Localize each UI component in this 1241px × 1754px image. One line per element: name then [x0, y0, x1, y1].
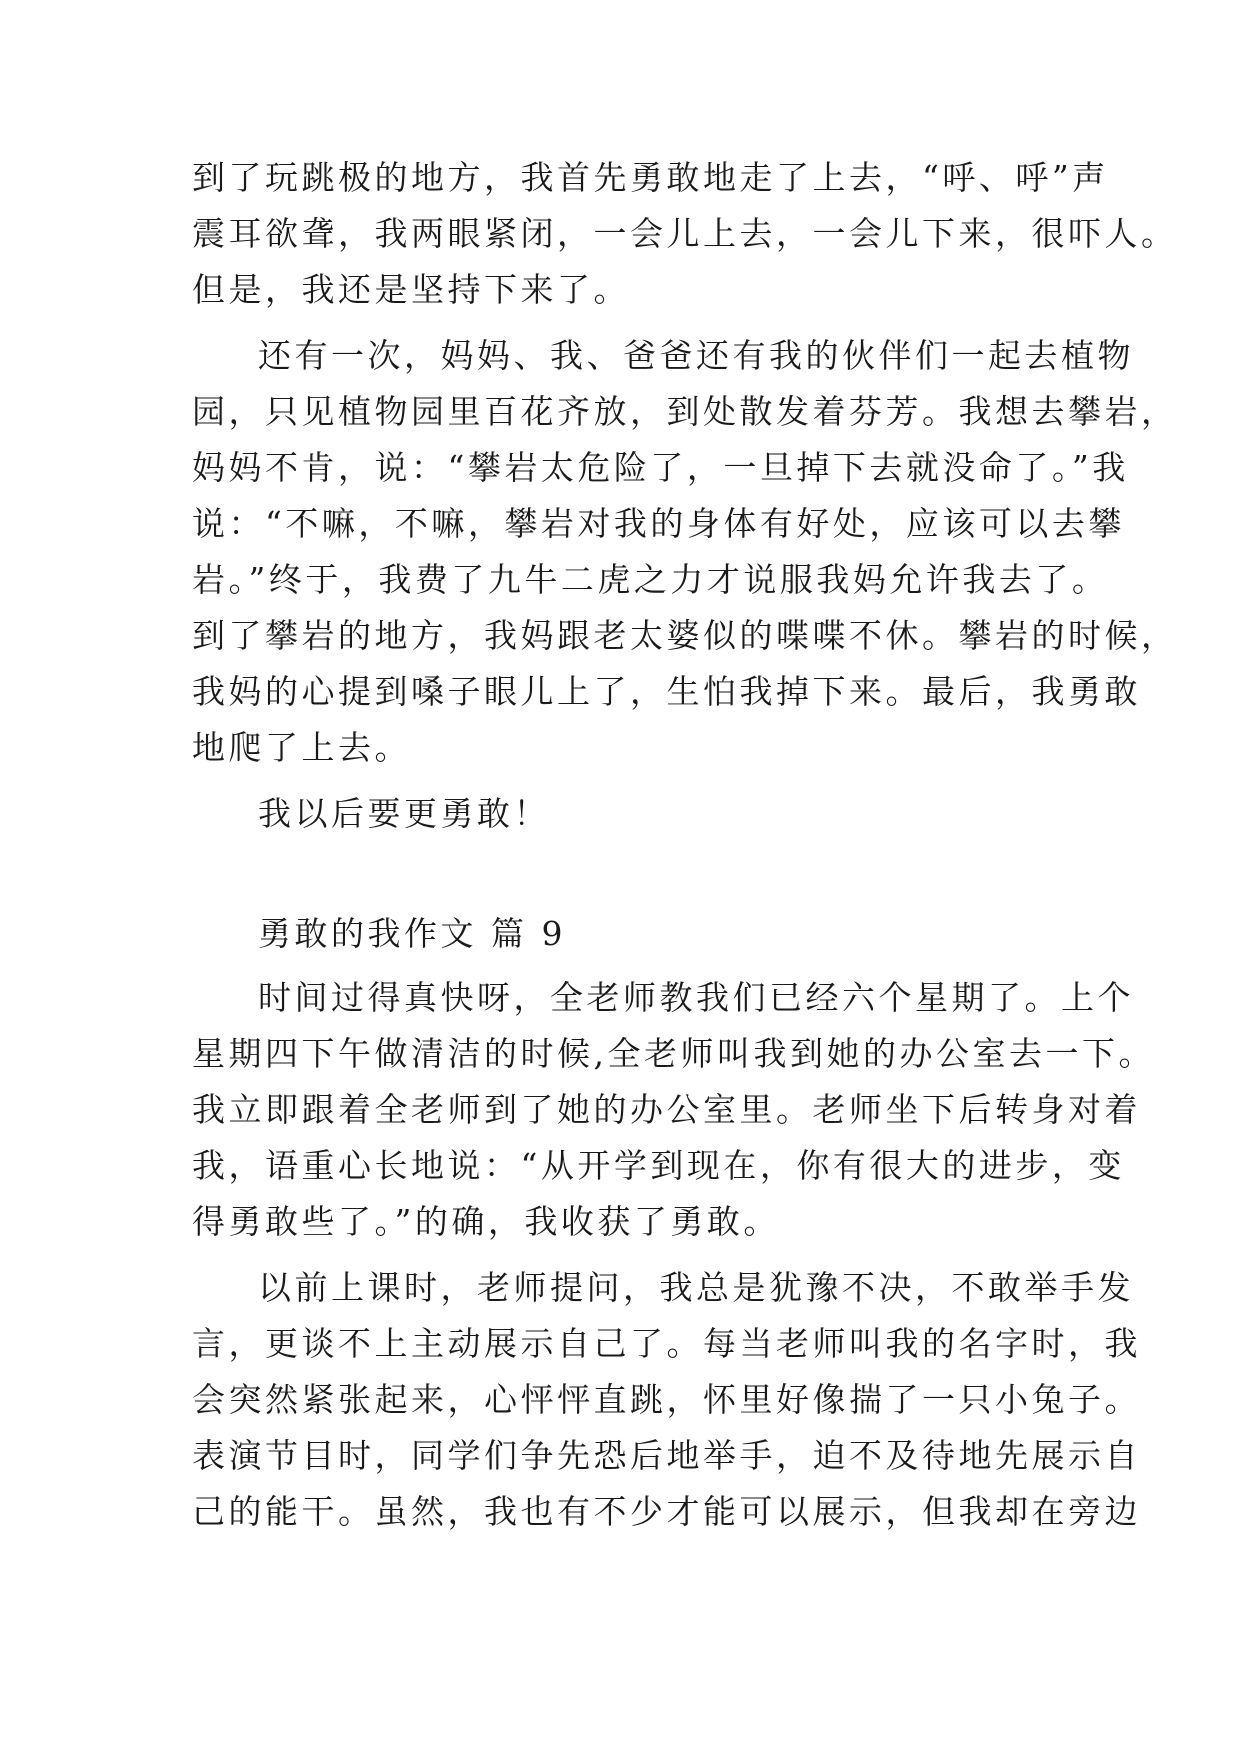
- text-line: 妈妈不肯，说：“攀岩太危险了，一旦掉下去就没命了。”我: [192, 448, 1129, 487]
- text-line: 我妈的心提到嗓子眼儿上了，生怕我掉下来。最后，我勇敢: [192, 672, 1141, 711]
- text-line: 以前上课时，老师提问，我总是犹豫不决，不敢举手发: [258, 1268, 1134, 1307]
- text-line: 震耳欲聋，我两眼紧闭，一会儿上去，一会儿下来，很吓人。: [192, 214, 1178, 253]
- text-line: 得勇敢些了。”的确，我收获了勇敢。: [192, 1202, 780, 1241]
- text-line: 己的能干。虽然，我也有不少才能可以展示，但我却在旁边: [192, 1492, 1141, 1531]
- text-line: 园，只见植物园里百花齐放，到处散发着芬芳。我想去攀岩，: [192, 392, 1178, 431]
- text-line: 表演节目时，同学们争先恐后地举手，迫不及待地先展示自: [192, 1436, 1141, 1475]
- text-line: 会突然紧张起来，心怦怦直跳，怀里好像揣了一只小兔子。: [192, 1380, 1141, 1419]
- text-line: 还有一次，妈妈、我、爸爸还有我的伙伴们一起去植物: [258, 336, 1134, 375]
- text-line: 到了玩跳极的地方，我首先勇敢地走了上去，“呼、呼”声: [192, 158, 1109, 197]
- text-line: 但是，我还是坚持下来了。: [192, 270, 630, 309]
- text-line: 我，语重心长地说：“从开学到现在，你有很大的进步，变: [192, 1146, 1125, 1185]
- text-line: 言，更谈不上主动展示自己了。每当老师叫我的名字时，我: [192, 1324, 1141, 1363]
- text-line: 我以后要更勇敢！: [258, 794, 550, 833]
- text-line: 星期四下午做清洁的时候,全老师叫我到她的办公室去一下。: [192, 1034, 1155, 1073]
- text-line: 地爬了上去。: [192, 728, 411, 767]
- text-line: 岩。”终于，我费了九牛二虎之力才说服我妈允许我去了。: [192, 560, 1109, 599]
- text-line: 我立即跟着全老师到了她的办公室里。老师坐下后转身对着: [192, 1090, 1141, 1129]
- text-line: 时间过得真快呀，全老师教我们已经六个星期了。上个: [258, 978, 1134, 1017]
- text-line: 到了攀岩的地方，我妈跟老太婆似的喋喋不休。攀岩的时候，: [192, 616, 1178, 655]
- section-heading: 勇敢的我作文 篇 9: [258, 914, 566, 953]
- text-line: 说：“不嘛，不嘛，攀岩对我的身体有好处，应该可以去攀: [192, 504, 1125, 543]
